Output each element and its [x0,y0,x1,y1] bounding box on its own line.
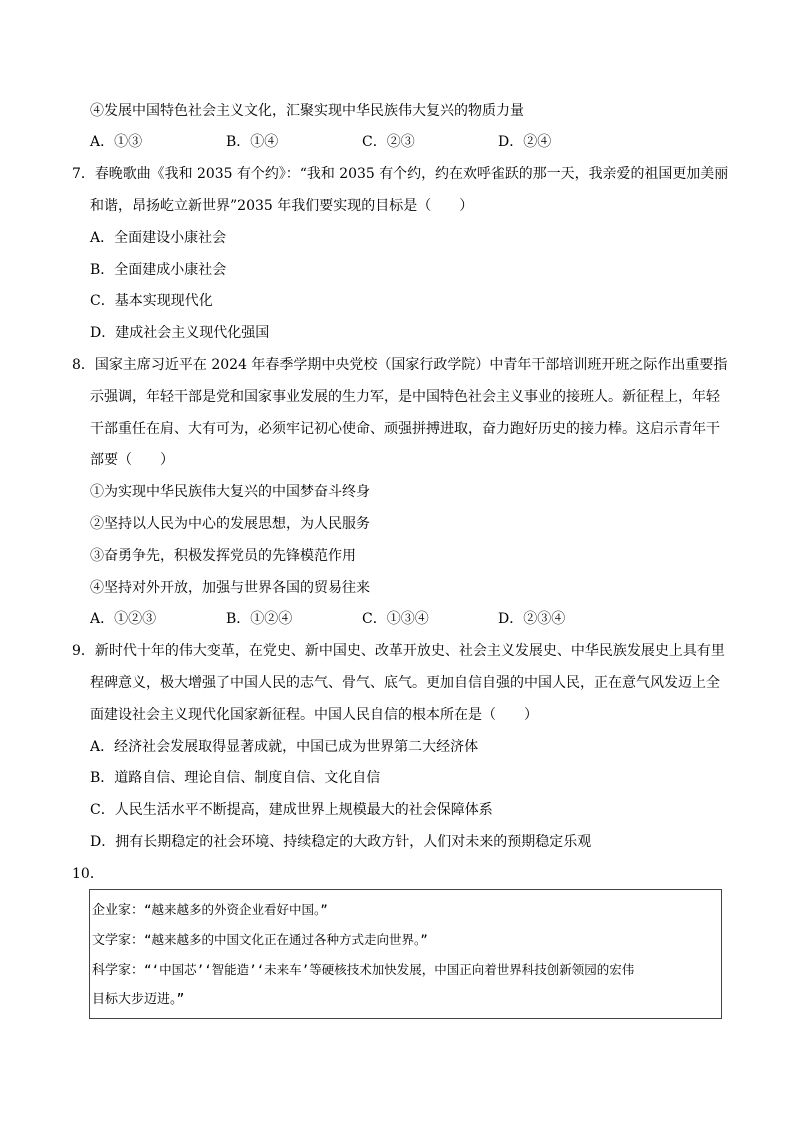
q10-material-box [89,889,722,1019]
q8-option-a: A．①②③ [90,611,157,627]
speaker-quote: “越来越多的外资企业看好中国。” [144,902,328,917]
q9-stem-line-1: 9．新时代十年的伟大变革，在党史、新中国史、改革开放史、社会主义发展史、中华民族发展史上具有里 [72,643,725,659]
q8-item-1: ①为实现中华民族伟大复兴的中国梦奋斗终身 [90,484,370,500]
q9-option-a: A．经济社会发展取得显著成就，中国已成为世界第二大经济体 [90,739,479,755]
q8-options [90,609,690,629]
q6-option-c: C．②③ [362,134,415,150]
q10-box-row-1 [92,900,328,921]
q8-stem-line-4: 部要（ ） [90,452,174,468]
q8-option-d: D．②③④ [498,611,566,627]
speaker-label: 文学家： [92,933,145,948]
q9-option-b: B．道路自信、理论自信、制度自信、文化自信 [90,770,381,786]
q8-stem-line-1: 8．国家主席习近平在 2024 年春季学期中央党校（国家行政学院）中青年干部培训班开班之际作出重要指 [72,357,728,373]
q8-item-3: ③奋勇争先，积极发挥党员的先锋模范作用 [90,548,356,564]
q8-item-4: ④坚持对外开放，加强与世界各国的贸易往来 [90,580,370,596]
q8-item-2: ②坚持以人民为中心的发展思想，为人民服务 [90,516,370,532]
q10-box-row-3-continued: 目标大步迈进。” [92,992,185,1007]
speaker-label: 企业家： [92,903,145,918]
speaker-label: 科学家： [92,963,145,978]
q9-option-c: C．人民生活水平不断提高，建成世界上规模最大的社会保障体系 [90,802,493,818]
q7-option-d: D．建成社会主义现代化强国 [90,325,270,341]
q10-box-row-3 [92,960,634,981]
q8-stem-line-2: 示强调，年轻干部是党和国家事业发展的生力军，是中国特色社会主义事业的接班人。新征程上，年轻 [90,389,720,405]
q7-stem-line-1: 7．春晚歌曲《我和 2035 有个约》：“我和 2035 有个约，约在欢呼雀跃的那一天，我亲爱的祖国更加美丽 [72,166,729,182]
speaker-quote: “‘中国芯’‘智能造’‘未来车’等硬核技术加快发展，中国正向着世界科技创新领园的宏伟 [144,962,635,977]
q9-stem-line-2: 程碑意义，极大增强了中国人民的志气、骨气、底气。更加自信自强的中国人民，正在意气风发迈上全 [90,675,720,691]
q7-option-c: C．基本实现现代化 [90,293,213,309]
q6-option-b: B．①④ [226,134,279,150]
q8-option-c: C．①③④ [362,611,429,627]
q9-stem-line-3: 面建设社会主义现代化国家新征程。中国人民自信的根本所在是（ ） [90,707,538,723]
q6-option-d: D．②④ [498,134,552,150]
q6-item-4: ④发展中国特色社会主义文化，汇聚实现中华民族伟大复兴的物质力量 [90,103,524,119]
q9-option-d: D．拥有长期稳定的社会环境、持续稳定的大政方针，人们对未来的预期稳定乐观 [90,834,592,850]
q8-option-b: B．①②④ [226,611,293,627]
q8-stem-line-3: 干部重任在肩、大有可为，必须牢记初心使命、顽强拼搏进取，奋力跑好历史的接力棒。这启示青年干 [90,421,720,437]
q6-options [90,132,690,152]
q10-number: 10． [72,866,104,882]
q7-option-b: B．全面建成小康社会 [90,262,227,278]
q10-box-row-2 [92,930,428,951]
q7-option-a: A．全面建设小康社会 [90,230,227,246]
q7-stem-line-2: 和谐，昂扬屹立新世界”2035 年我们要实现的目标是（ ） [90,198,474,214]
q6-option-a: A．①③ [90,134,143,150]
speaker-quote: “越来越多的中国文化正在通过各种方式走向世界。” [144,932,428,947]
